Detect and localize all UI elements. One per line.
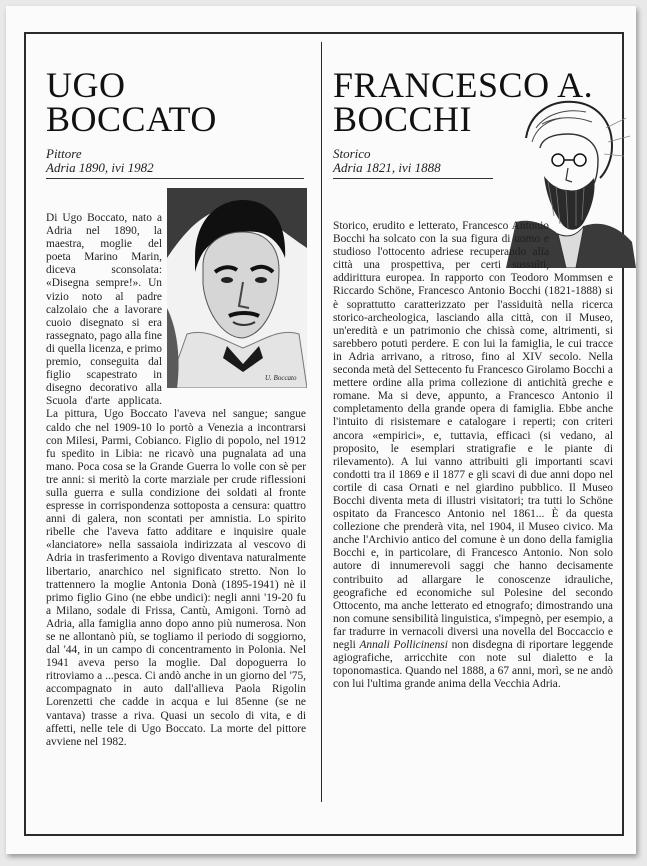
boccato-portrait xyxy=(167,188,307,388)
left-role: Pittore xyxy=(46,146,82,161)
left-name-line1: UGO xyxy=(46,65,126,105)
right-bio-italic: Annali Pollicinensi xyxy=(359,639,448,651)
left-name-heading xyxy=(46,65,217,139)
portrait-signature: U. Boccato xyxy=(265,374,297,382)
left-bio-text: Di Ugo Boccato, nato a Adria nel 1890, la maestra, moglie del poeta Marino Marin, diceva sconsolata: «Disegna sempre!». Un vizio noto al padre calzolaio che a lavorare cuoio disegnato si era rassegnato, pago alla fine di quella licenza, e primo premio, conseguita dal figlio scapestrato in disegno decorativo alla Scuola d'arte applicata. La pittura, Ugo Boccato l'aveva nel sangue; sangue caldo che nel 1909-10 lo portò a Venezia a incontrarsi con Milesi, Parmi, Cobianco. Figlio di popolo, nel 1912 fu spedito in Libia: ne ricavò una pugnalata ad una mano. Poca cosa se la Grande Guerra lo volle con sè per tre anni: si meritò la corte marziale per crude riflessioni sulla guerra e sulla condizione dei soldati al fronte espresse in corrispondenza sottoposta a censura: quattro anni di galera, non scontati per amnistia. Lo spirito ribelle che l'aveva fatto additare e inquisire quale «lanciatore» nella sassaiola indirizzata al vescovo di Adria in trasferimento a Rovigo diventava naturalmente libertario, anarchico nel significato stretto. Non lo trattennero la moglie Antonia Donà (1895-1941) nè il primo figlio Gino (ne ebbe undici): negli anni '19-20 fu a Milano, sodale di Frissa, Cantù, Amigoni. Tornò ad Adria, alla famiglia anno dopo anno più numerosa. Non se ne allontanò più, se togliamo il periodo di soggiorno, dal '44, in un campo di concentramento in Polonia. Nel 1941 aveva perso la moglie. Dal dopoguerra lo ritroviamo a ...pesca. Ci andò anche in un giorno del '75, accompagnato in auto dall'allieva Paola Rigolin Lorenzetti che cadde in acqua e lui 85enne (se ne vantava) trasse a riva. Quasi un secolo di vita, e di affetti, nelle tele di Ugo Boccato. La morte del pittore avviene nel 1982. xyxy=(46,212,306,748)
right-heading-rule xyxy=(333,178,493,179)
left-heading-rule xyxy=(46,178,304,179)
right-bio-after: non disdegna di riportare leggende agiografiche, arricchite con note sul dialetto e la toponomastica. Quando nel 1888, a 67 anni, morì, se ne andò con lui l'ultima grande anima della Vecchia Adria. xyxy=(333,639,614,691)
right-role: Storico xyxy=(333,146,371,161)
right-name-line1: FRANCESCO A. xyxy=(333,65,594,105)
right-bio xyxy=(333,220,613,691)
right-name-line2: BOCCHI xyxy=(333,99,473,139)
right-bio-text xyxy=(333,220,613,691)
column-divider xyxy=(321,42,322,802)
sketch-space xyxy=(549,220,613,272)
right-bio-before: Storico, erudito e letterato, Francesco Antonio Bocchi ha solcato con la sua figura di uomo e studioso l'ottocento adriese recuperando alla città una prospettiva, per certi sussulti, addirittura europea. In rapporto con Teodoro Mommsen e Riccardo Schöne, Francesco Antonio Bocchi (1821-1888) si è soprattutto caratterizzato per l'assiduità nella ricerca storico-archeologica, lasciando alla città, con il Museo, un'eredità e un patrimonio che chissà come, altrimenti, si sarebbero potuti perdere. E con lui la famiglia, le cui tracce in Adria arrivano, a ritroso, fino al XIV secolo. Nella seconda metà del Settecento fu Francesco Girolamo Bocchi a mettere ordine alla prima collezione di antichità greche e romane. Ma si deve, appunto, a Francesco Antonio il completamento della grande opera di famiglia. Ebbe anche l'intuito di risistemare e catalogare i reperti; con criteri ancora «empirici», e, tuttavia, efficaci (si vedano, al proposito, le esemplari stratigrafie e le piante di rilevamento). A lui vanno attribuiti gli importanti scavi condotti tra il 1869 e il 1877 e gli scavi di due anni dopo nel cortile di casa Ornati e nel giardino pubblico. Il Museo Bocchi diventa meta di illustri visitatori; tra tutti lo Schöne ospitato da Francesco Antonio nel 1861... È da questa collezione che prenderà vita, nel 1904, il Museo civico. Ma anche l'Archivio antico del comune è un dono della famiglia Bocchi e, in particolare, di Francesco Antonio. Non solo autore di innumerevoli saggi che hanno decisamente contribuito ad allargare le conoscenze idrauliche, geografiche ed economiche sul Polesine del secondo Ottocento, ma anche letterato ed etnografo; dimostrando una non comune sensibilità linguistica, s'impegnò, per esempio, a far tradurre in vernacoli diversi una novella del Boccaccio e negli xyxy=(333,220,613,651)
right-dates: Adria 1821, ivi 1888 xyxy=(333,160,441,175)
left-role-block xyxy=(46,147,154,175)
left-name-line2: BOCCATO xyxy=(46,99,217,139)
right-role-block xyxy=(333,147,441,175)
left-dates: Adria 1890, ivi 1982 xyxy=(46,160,154,175)
magazine-page xyxy=(6,6,636,854)
